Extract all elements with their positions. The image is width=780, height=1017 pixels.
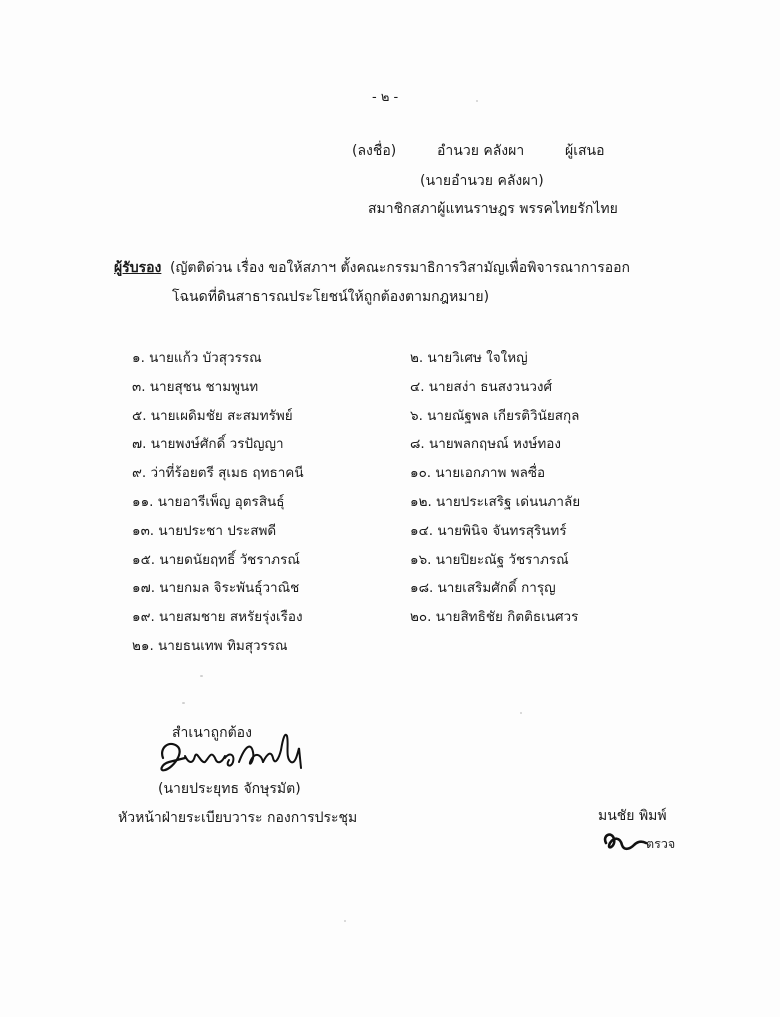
endorser-item: ๙. ว่าที่ร้อยตรี สุเมธ ฤทธาคนี <box>132 465 304 482</box>
endorser-item: ๑๙. นายสมชาย สหรัยรุ่งเรือง <box>132 609 303 626</box>
signer-role: ผู้เสนอ <box>565 143 605 159</box>
scan-speck <box>520 712 522 714</box>
endorsers-heading: ผู้รับรอง <box>114 260 162 276</box>
endorser-item: ๕. นายเผดิมชัย สะสมทรัพย์ <box>132 407 293 424</box>
endorser-item: ๔. นายสง่า ธนสงวนวงศ์ <box>410 378 553 395</box>
endorser-item: ๑๐. นายเอกภาพ พลซื่อ <box>410 465 546 482</box>
signer-name-printed: (นายอำนวย คลังผา) <box>420 173 544 189</box>
scan-speck <box>200 675 203 677</box>
motion-title-line-1: (ญัตติด่วน เรื่อง ขอให้สภาฯ ตั้งคณะกรรมาธิการวิสามัญเพื่อพิจารณาการออก <box>170 260 631 276</box>
checker-initials-mark <box>600 829 648 855</box>
endorser-item: ๒๑. นายธนเทพ ทิมสุวรรณ <box>132 638 288 654</box>
endorser-item: ๘. นายพลกฤษณ์ หงษ์ทอง <box>410 436 561 453</box>
endorser-item: ๖. นายณัฐพล เกียรติวินัยสกุล <box>410 407 580 424</box>
endorser-item: ๑๑. นายอารีเพ็ญ อุตรสินธุ์ <box>132 494 285 510</box>
scan-speck <box>344 920 346 922</box>
checker-label: ตรวจ <box>646 836 676 851</box>
signer-position: สมาชิกสภาผู้แทนราษฎร พรรคไทยรักไทย <box>368 201 618 217</box>
endorser-item: ๗. นายพงษ์ศักดิ์ วรปัญญา <box>132 436 284 453</box>
endorser-item: ๑๔. นายพินิจ จันทรสุรินทร์ <box>410 522 567 539</box>
motion-title-line-2: โฉนดที่ดินสาธารณประโยชน์ให้ถูกต้องตามกฎหมาย) <box>172 289 490 305</box>
endorser-item: ๑๖. นายปิยะณัฐ วัชราภรณ์ <box>410 551 569 568</box>
handwritten-signature <box>155 728 305 780</box>
page-number: - ๒ - <box>372 90 399 105</box>
endorser-item: ๓. นายสุชน ชามพูนท <box>132 378 259 395</box>
sign-label: (ลงชื่อ) <box>352 143 397 159</box>
endorser-item: ๑๕. นายดนัยฤทธิ์ วัชราภรณ์ <box>132 551 300 568</box>
endorser-item: ๑. นายแก้ว บัวสุวรรณ <box>132 350 262 366</box>
endorser-item: ๑๒. นายประเสริฐ เด่นนภาลัย <box>410 494 581 510</box>
endorser-item: ๑๘. นายเสริมศักดิ์ การุญ <box>410 580 556 597</box>
certifier-position: หัวหน้าฝ่ายระเบียบวาระ กองการประชุม <box>118 810 358 826</box>
endorser-item: ๑๓. นายประชา ประสพดี <box>132 522 277 539</box>
scan-speck <box>182 702 185 704</box>
certified-copy-label: สำเนาถูกต้อง <box>172 725 252 741</box>
endorser-item: ๒. นายวิเศษ ใจใหญ่ <box>410 350 528 366</box>
certifier-name: (นายประยุทธ จักษุรมัต) <box>158 781 301 797</box>
endorser-item: ๒๐. นายสิทธิชัย กิตติธเนศวร <box>410 609 579 626</box>
signer-name: อำนวย คลังผา <box>437 143 525 159</box>
scan-speck <box>476 100 478 102</box>
endorser-item: ๑๗. นายกมล จิระพันธุ์วาณิช <box>132 580 300 597</box>
typist-note: มนชัย พิมพ์ <box>598 808 667 824</box>
